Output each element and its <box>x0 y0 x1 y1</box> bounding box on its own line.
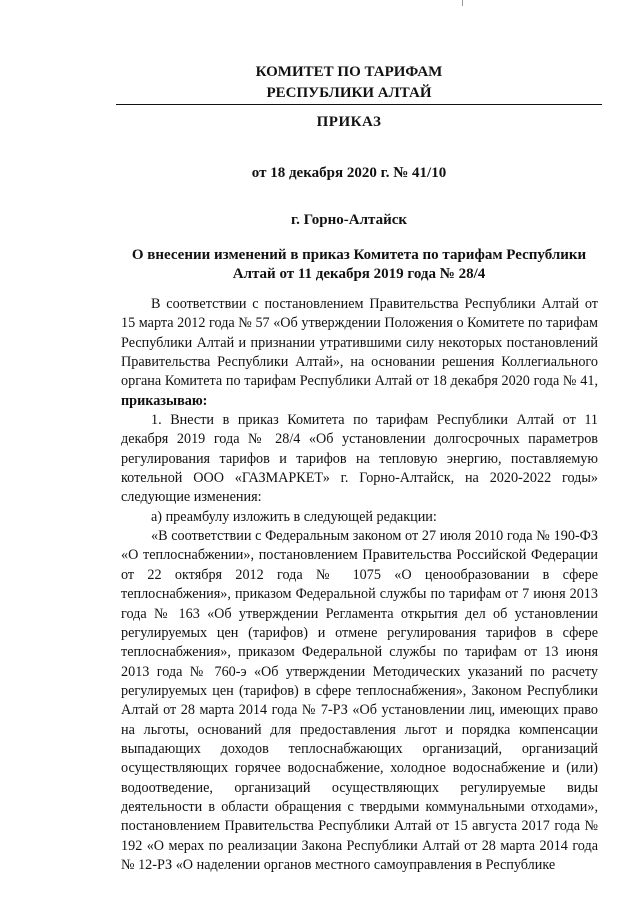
city-name: г. Горно-Алтайск <box>290 212 408 228</box>
committee-name-line1: КОМИТЕТ ПО ТАРИФАМ <box>255 64 443 80</box>
clause-a-paragraph: а) преамбулу изложить в следующей редакции: <box>151 508 437 525</box>
header-divider <box>116 104 602 105</box>
order-directive: приказываю: <box>121 392 208 409</box>
new-preamble-paragraph: «В соответствии с Федеральным законом от 27 июля 2010 года № 190-ФЗ «О теплоснабжении», постановлением Правительства Российской Федерации от 22 октября 2012 года № 1075 «О ценообразовании в сфере теплоснабжения», приказом Федеральной службы по тарифам от 7 июня 2013 года № 163 «Об утверждении Регламента открытия дел об установлении регулируемых цен (тарифов) и отмене регулирования тарифов в сфере теплоснабжения», приказом Федеральной службы по тарифам от 13 июня 2013 года № 760-э «Об утверждении Методических указаний по расчету регулируемых цен (тарифов) в сфере теплоснабжения», Законом Республики Алтай от 28 марта 2014 года № 7-РЗ «Об установлении лиц, имеющих право на льготы, оснований для предоставления льгот и порядка компенсации выпадающих доходов теплоснабжающих организаций, организаций осуществляющих горячее водоснабжение, холодное водоснабжение и (или) водоотведение, организаций осуществляющих регулируемые виды деятельности в области обращения с твердыми коммунальными отходами», постановлением Правительства Республики Алтай от 15 августа 2017 года № 192 «О мерах по реализации Закона Республики Алтай от 28 марта 2014 года № 12-РЗ «О наделении органов местного самоуправления в Республике <box>121 528 598 873</box>
subject-line1: О внесении изменений в приказ Комитета по тарифам Республики <box>131 247 587 263</box>
subject-line2: Алтай от 11 декабря 2019 года № 28/4 <box>232 266 486 282</box>
order-date-number: от 18 декабря 2020 г. № 41/10 <box>251 165 447 181</box>
committee-header <box>120 62 578 104</box>
document-type-title: ПРИКАЗ <box>316 114 382 130</box>
clause-1-paragraph: 1. Внести в приказ Комитета по тарифам Республики Алтай от 11 декабря 2019 года № 28/4 «Об установлении долгосрочных параметров регулирования тарифов и тарифов на тепловую энергию, поставляемую котельной ООО «ГАЗМАРКЕТ» г. Горно-Алтайск, на 2020-2022 годы» следующие изменения: <box>121 412 598 506</box>
order-subject <box>120 246 598 284</box>
preamble-text: В соответствии с постановлением Правительства Республики Алтай от 15 марта 2012 года № 57 «Об утверждении Положения о Комитете по тарифам Республики Алтай и признании утратившими силу некоторых постановлений Правительства Республики Алтай», на основании решения Коллегиального органа Комитета по тарифам Республики Алтай от 18 декабря 2020 года № 41, <box>121 296 598 390</box>
committee-name-line2: РЕСПУБЛИКИ АЛТАЙ <box>266 85 432 101</box>
scan-mark <box>462 0 463 6</box>
document-body <box>121 295 598 875</box>
preamble-paragraph <box>121 295 598 411</box>
